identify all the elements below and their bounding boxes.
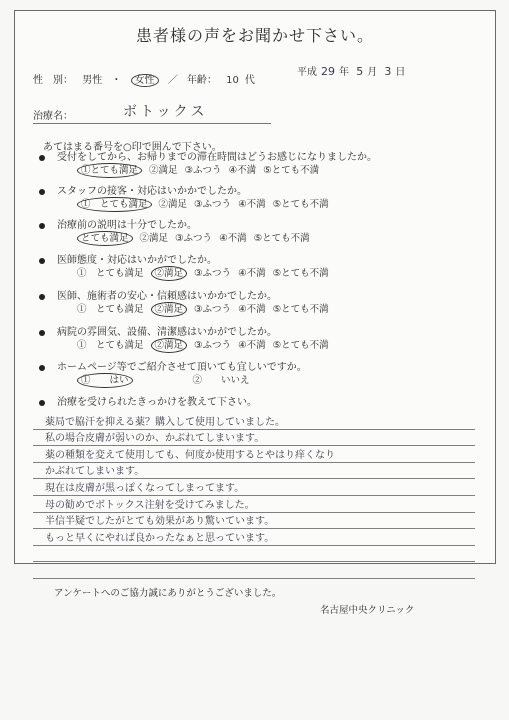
question-text: 医師、施術者の安心・信頼感はいかかでしたか。 [57, 291, 277, 302]
comment-line [33, 479, 475, 496]
handwritten-comment: 私の場合皮膚が弱いのか、かぶれてしまいます。 [45, 433, 265, 445]
question-7-options [77, 372, 310, 386]
question-text: 治療を受けられたきっかけを教えて下さい。 [57, 397, 257, 408]
question-3-options [77, 230, 317, 244]
gender-label: 性 別： [33, 75, 73, 86]
question-2 [39, 182, 247, 197]
option[interactable]: とても満足 [77, 231, 133, 246]
option[interactable]: ②満足 [158, 199, 188, 210]
question-6-options [77, 337, 336, 351]
bullet-icon [39, 189, 45, 195]
handwritten-comment: 薬局で脇汗を抑える薬？購入して使用していました。 [45, 416, 285, 428]
option[interactable]: ④不満 [238, 340, 266, 351]
comment-line [33, 446, 475, 463]
treatment-value: ボトックス [123, 104, 208, 120]
option[interactable]: ②満足 [151, 266, 188, 281]
comment-line [33, 430, 475, 447]
question-2-options [77, 196, 336, 210]
question-6 [39, 323, 277, 338]
date-day-unit: 日 [395, 67, 406, 78]
option[interactable]: ⑤とても不満 [272, 268, 329, 279]
option[interactable]: ④不満 [238, 199, 266, 210]
option[interactable]: ⑤とても不満 [272, 304, 329, 315]
comment-lines [33, 413, 475, 579]
gender-male-option[interactable]: 男性 [82, 75, 103, 86]
option[interactable]: ②満足 [139, 233, 169, 244]
date-year-unit: 年 [339, 67, 349, 78]
clinic-name: 名古屋中央クリニック [320, 605, 415, 616]
separator: ／ [167, 75, 178, 86]
bullet-icon [39, 365, 45, 371]
option[interactable]: ⑤とても不満 [253, 233, 310, 244]
date-year: 29 [321, 65, 335, 78]
option[interactable]: ②満足 [149, 165, 178, 176]
option[interactable]: ⑤とても不満 [272, 340, 329, 351]
handwritten-comment: 薬の種類を変えて使用しても、何度か使用するとやはり痒くなり [45, 449, 335, 461]
thanks-message: アンケートへのご協力誠にありがとうございました。 [54, 588, 282, 599]
option[interactable]: ③ふつう [184, 165, 222, 176]
option[interactable]: ① とても満足 [77, 340, 144, 351]
question-4-options [77, 265, 336, 279]
date-day: 3 [384, 65, 392, 78]
comment-line [33, 562, 475, 579]
option[interactable]: ① はい [77, 373, 133, 388]
question-text: 受付をしてから、お帰りまでの滞在時間はどうお感じになりましたか。 [57, 152, 377, 163]
handwritten-comment: もっと早くにやれば良かったなぁと思っています。 [45, 532, 275, 544]
question-8 [39, 393, 257, 408]
option[interactable]: ②満足 [151, 302, 188, 317]
question-5-options [77, 301, 336, 315]
bullet-icon [39, 294, 45, 300]
gender-female-option[interactable]: 女性 [131, 74, 159, 87]
option[interactable]: ④不満 [228, 165, 257, 176]
handwritten-comment: 母の勧めでボトックス注射を受けてみました。 [45, 499, 255, 511]
comment-line [33, 529, 475, 546]
option[interactable]: ④不満 [238, 304, 266, 315]
patient-info-row: 性 別： 男性 ・ 女性 ／ 年齢： 10 代 [33, 75, 255, 86]
date-month-unit: 月 [367, 67, 378, 78]
option[interactable]: ③ふつう [194, 268, 232, 279]
comment-line [33, 463, 475, 480]
option[interactable]: ④不満 [238, 268, 266, 279]
question-text: 医師態度・対応はいかがでしたか。 [57, 255, 217, 266]
comment-line [33, 496, 475, 513]
bullet-icon [39, 223, 45, 229]
age-label: 年齢： [186, 75, 217, 86]
handwritten-comment: かぶれてしまいます。 [45, 466, 145, 478]
treatment-label: 治療名： [33, 111, 73, 122]
question-1-options [77, 162, 326, 176]
instruction-text: あてはまる番号を○印で囲んで下さい。 [43, 142, 222, 153]
option[interactable]: ⑤とても不満 [263, 165, 320, 176]
option[interactable]: ① とても満足 [77, 197, 152, 212]
age-unit: 代 [244, 75, 255, 86]
option[interactable]: ③ふつう [175, 233, 213, 244]
bullet-icon [39, 330, 45, 336]
form-title: 患者様の声をお聞かせ下さい。 [135, 26, 374, 45]
question-4 [39, 251, 217, 266]
comment-line [33, 546, 475, 563]
question-3 [39, 216, 197, 231]
comment-line [33, 513, 475, 530]
date-era: 平成 [297, 67, 317, 78]
bullet-icon [39, 155, 45, 161]
comment-line [33, 413, 475, 430]
option[interactable]: ⑤とても不満 [272, 199, 329, 210]
question-5 [39, 287, 277, 302]
question-text: ホームページ等でご紹介させて頂いても宜しいですか。 [57, 362, 307, 373]
option[interactable]: ③ふつう [194, 199, 232, 210]
option[interactable]: ④不満 [219, 233, 247, 244]
option[interactable]: ③ふつう [194, 340, 232, 351]
option[interactable]: ② いいえ [192, 375, 250, 386]
question-text: スタッフの接客・対応はいかかでしたか。 [57, 186, 247, 197]
option[interactable]: ③ふつう [194, 304, 232, 315]
bullet-icon [39, 258, 45, 264]
question-7 [39, 358, 307, 373]
option[interactable]: ① とても満足 [77, 304, 144, 315]
handwritten-comment: 半信半疑でしたがとても効果があり驚いています。 [45, 516, 275, 528]
date-month: 5 [356, 65, 364, 78]
bullet-icon [39, 400, 45, 406]
treatment-row [33, 104, 271, 124]
survey-form [14, 10, 496, 564]
handwritten-comment: 現在は皮膚が黒っぽくなってしまってます。 [45, 482, 245, 494]
option[interactable]: ① とても満足 [77, 268, 144, 279]
question-text: 治療前の説明は十分でしたか。 [57, 220, 197, 231]
age-value: 10 [226, 75, 239, 86]
option[interactable]: ①とても満足 [77, 163, 142, 178]
date-field [297, 63, 405, 78]
question-1 [39, 148, 377, 163]
option[interactable]: ②満足 [151, 338, 188, 353]
question-text: 病院の雰囲気、設備、清潔感はいかがでしたか。 [57, 327, 277, 338]
